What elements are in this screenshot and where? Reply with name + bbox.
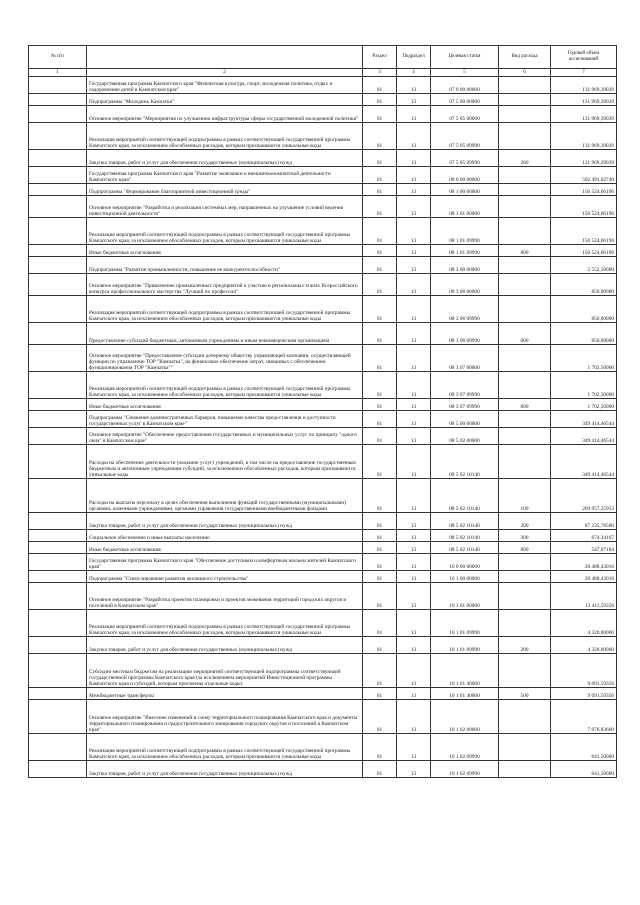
budget-table <box>28 45 617 778</box>
row-section-cell: 01 <box>363 184 397 196</box>
row-target-article-cell: 07 0 00 00000 <box>431 77 499 94</box>
table-row <box>29 323 617 345</box>
row-target-article-cell: 08 1 00 00000 <box>431 184 499 196</box>
row-subsection-cell: 13 <box>397 196 431 218</box>
row-expense-type-cell <box>499 167 551 184</box>
row-number-cell <box>29 513 87 530</box>
column-number: 2 <box>87 69 363 77</box>
row-number-cell <box>29 184 87 196</box>
table-row <box>29 530 617 542</box>
row-amount-cell: 547,07104 <box>551 542 617 554</box>
table-row <box>29 245 617 257</box>
row-section-cell: 01 <box>363 610 397 637</box>
table-row <box>29 734 617 761</box>
row-number-cell <box>29 167 87 184</box>
table-row <box>29 94 617 106</box>
row-number-cell <box>29 399 87 411</box>
row-section-cell: 01 <box>363 94 397 106</box>
row-section-cell: 01 <box>363 399 397 411</box>
row-number-cell <box>29 542 87 554</box>
row-number-cell <box>29 428 87 445</box>
row-subsection-cell: 13 <box>397 274 431 296</box>
row-expense-type-cell <box>499 554 551 571</box>
row-section-cell: 01 <box>363 761 397 778</box>
table-row <box>29 274 617 296</box>
row-expense-type-cell <box>499 123 551 150</box>
table-row <box>29 411 617 428</box>
row-section-cell: 01 <box>363 688 397 700</box>
row-number-cell <box>29 196 87 218</box>
table-row <box>29 637 617 654</box>
row-amount-cell: 13 411,59356 <box>551 583 617 610</box>
row-subsection-cell: 13 <box>397 345 431 372</box>
row-expense-type-cell: 200 <box>499 150 551 167</box>
row-section-cell: 01 <box>363 123 397 150</box>
row-name-cell: Реализация мероприятий соответствующей подпрограммы в рамках соответствующей государственной программы Камчатского края, за исключением обособленных расходов, которым присваиваются уникальные коды <box>87 372 363 399</box>
row-section-cell: 01 <box>363 196 397 218</box>
column-number: 3 <box>363 69 397 77</box>
row-expense-type-cell <box>499 761 551 778</box>
row-amount-cell: 4 320,00000 <box>551 637 617 654</box>
row-subsection-cell: 13 <box>397 583 431 610</box>
row-target-article-cell: 08 5 02 10140 <box>431 542 499 554</box>
row-name-cell: Закупка товаров, работ и услуг для обеспечения государственных (муниципальных) нужд <box>87 637 363 654</box>
header-row <box>29 46 617 69</box>
col-annual-amount-header: Годовой объем ассигнований <box>551 46 617 69</box>
row-name-cell: Подпрограмма "Формирование благоприятной инвестиционной среды" <box>87 184 363 196</box>
row-name-cell: Подпрограмма "Снижение административных барьеров, повышение качества предоставления и доступности государственных услуг в Камчатском крае" <box>87 411 363 428</box>
row-amount-cell: 7 076,83660 <box>551 700 617 734</box>
row-name-cell: Основное мероприятие "Разработка проектов планировки и проектов межевания территорий городских округов и поселений в Камчатском крае" <box>87 583 363 610</box>
column-number: 4 <box>397 69 431 77</box>
row-name-cell: Основное мероприятие "Предоставление субсидии дочернему обществу управляющей компании, осуществляющей функции по управлению ТОР "Камчатка", на финансовое обеспечение затрат, связанных с обеспечением функционирования ТОР "Камчатка"" <box>87 345 363 372</box>
row-expense-type-cell <box>499 345 551 372</box>
row-subsection-cell: 13 <box>397 245 431 257</box>
row-number-cell <box>29 94 87 106</box>
row-subsection-cell: 13 <box>397 445 431 479</box>
row-section-cell: 01 <box>363 542 397 554</box>
row-name-cell: Реализация мероприятий соответствующей подпрограммы в рамках соответствующей государственной программы Камчатского края, за исключением обособленных расходов, которым присваиваются уникальные коды <box>87 296 363 323</box>
row-name-cell: Основное мероприятие "Разработка и реализация системных мер, направленных на улучшение условий ведения инвестиционной деятельности" <box>87 196 363 218</box>
row-name-cell: Расходы на обеспечение деятельности (оказание услуг) учреждений, в том числе на предоставление государственным бюджетным и автономным учреждениям субсидий, за исключением обособленных расходов, которым присваиваются уникальные коды <box>87 445 363 479</box>
row-number-cell <box>29 700 87 734</box>
row-number-cell <box>29 530 87 542</box>
row-amount-cell: 4 320,00000 <box>551 610 617 637</box>
row-number-cell <box>29 479 87 513</box>
row-amount-cell: 641,50000 <box>551 761 617 778</box>
row-target-article-cell: 10 1 01 00000 <box>431 583 499 610</box>
row-name-cell: Государственная программа Камчатского края "Физическая культура, спорт, молодежная политика, отдых и оздоровление детей в Камчатском крае" <box>87 77 363 94</box>
row-subsection-cell: 13 <box>397 700 431 734</box>
row-name-cell: Субсидии местным бюджетам на реализацию мероприятий соответствующей подпрограммы соответствующей государственной программы Камчатского края (за исключением мероприятий Инвестиционной программы Камчатского края и субсидий, которым присвоены отдельные коды) <box>87 654 363 688</box>
row-subsection-cell: 13 <box>397 479 431 513</box>
table-row <box>29 479 617 513</box>
table-row <box>29 106 617 123</box>
row-expense-type-cell <box>499 274 551 296</box>
row-subsection-cell: 13 <box>397 77 431 94</box>
row-name-cell: Государственная программа Камчатского края "Обеспечение доступным и комфортным жильем жителей Камчатского края" <box>87 554 363 571</box>
col-subsection-header: Подраздел <box>397 46 431 69</box>
row-target-article-cell: 08 3 06 00000 <box>431 274 499 296</box>
row-section-cell: 01 <box>363 479 397 513</box>
row-expense-type-cell <box>499 571 551 583</box>
table-row <box>29 554 617 571</box>
row-number-cell <box>29 106 87 123</box>
table-row <box>29 700 617 734</box>
row-amount-cell: 131 969,39039 <box>551 106 617 123</box>
row-subsection-cell: 13 <box>397 411 431 428</box>
row-target-article-cell: 08 3 07 09990 <box>431 372 499 399</box>
row-target-article-cell: 08 3 06 09990 <box>431 323 499 345</box>
row-section-cell: 01 <box>363 296 397 323</box>
row-name-cell: Иные бюджетные ассигнования <box>87 542 363 554</box>
row-amount-cell: 131 969,39039 <box>551 123 617 150</box>
row-subsection-cell: 13 <box>397 372 431 399</box>
col-name-header <box>87 46 363 69</box>
row-expense-type-cell <box>499 428 551 445</box>
row-section-cell: 01 <box>363 654 397 688</box>
row-target-article-cell: 07 5 05 09990 <box>431 123 499 150</box>
table-row <box>29 77 617 94</box>
row-name-cell: Реализация мероприятий соответствующей подпрограммы в рамках соответствующей государственной программы Камчатского края, за исключением обособленных расходов, которым присваиваются уникальные коды <box>87 734 363 761</box>
table-body <box>29 77 617 778</box>
row-number-cell <box>29 571 87 583</box>
row-number-cell <box>29 734 87 761</box>
row-section-cell: 01 <box>363 106 397 123</box>
row-name-cell: Реализация мероприятий соответствующей подпрограммы в рамках соответствующей государственной программы Камчатского края, за исключением обособленных расходов, которым присваиваются уникальные коды <box>87 123 363 150</box>
row-amount-cell: 1 702,50000 <box>551 372 617 399</box>
row-target-article-cell: 08 5 02 10140 <box>431 530 499 542</box>
table-row <box>29 257 617 274</box>
row-name-cell: Государственная программа Камчатского края "Развитие экономики и внешнеэкономической деятельности Камчатского края" <box>87 167 363 184</box>
row-name-cell: Подпрограмма "Стимулирование развития жилищного строительства" <box>87 571 363 583</box>
row-subsection-cell: 13 <box>397 167 431 184</box>
row-number-cell <box>29 583 87 610</box>
row-expense-type-cell <box>499 734 551 761</box>
row-name-cell: Подпрограмма "Молодежь Камчатки" <box>87 94 363 106</box>
table-row <box>29 761 617 778</box>
row-number-cell <box>29 610 87 637</box>
row-section-cell: 01 <box>363 571 397 583</box>
row-amount-cell: 9 091,59356 <box>551 654 617 688</box>
row-amount-cell: 269 957,25953 <box>551 479 617 513</box>
row-target-article-cell: 08 5 02 10140 <box>431 513 499 530</box>
row-target-article-cell: 10 1 01 09990 <box>431 637 499 654</box>
row-name-cell: Основное мероприятие "Обеспечение предоставления государственных и муниципальных услуг по принципу "одного окна" в Камчатском крае" <box>87 428 363 445</box>
row-subsection-cell: 13 <box>397 761 431 778</box>
row-name-cell: Закупка товаров, работ и услуг для обеспечения государственных (муниципальных) нужд <box>87 761 363 778</box>
table-row <box>29 345 617 372</box>
row-amount-cell: 131 969,39039 <box>551 94 617 106</box>
row-expense-type-cell <box>499 196 551 218</box>
row-subsection-cell: 13 <box>397 610 431 637</box>
row-section-cell: 01 <box>363 734 397 761</box>
row-section-cell: 01 <box>363 245 397 257</box>
row-expense-type-cell <box>499 411 551 428</box>
row-target-article-cell: 08 5 02 10140 <box>431 479 499 513</box>
row-target-article-cell: 08 3 06 09990 <box>431 296 499 323</box>
row-amount-cell: 850,00000 <box>551 274 617 296</box>
row-number-cell <box>29 257 87 274</box>
row-subsection-cell: 13 <box>397 323 431 345</box>
row-section-cell: 01 <box>363 411 397 428</box>
col-number-header: № п/п <box>29 46 87 69</box>
row-number-cell <box>29 637 87 654</box>
table-row <box>29 218 617 245</box>
table-row <box>29 583 617 610</box>
row-expense-type-cell <box>499 583 551 610</box>
row-section-cell: 01 <box>363 323 397 345</box>
row-target-article-cell: 08 3 07 09990 <box>431 399 499 411</box>
row-name-cell: Иные бюджетные ассигнования <box>87 399 363 411</box>
row-name-cell: Основное мероприятие "Мероприятия по улучшению инфраструктуры сферы государственной молодежной политики" <box>87 106 363 123</box>
row-number-cell <box>29 554 87 571</box>
column-number: 6 <box>499 69 551 77</box>
row-target-article-cell: 08 0 00 00000 <box>431 167 499 184</box>
row-expense-type-cell <box>499 610 551 637</box>
row-subsection-cell: 13 <box>397 257 431 274</box>
row-number-cell <box>29 372 87 399</box>
row-target-article-cell: 08 1 01 00000 <box>431 196 499 218</box>
row-target-article-cell: 10 1 00 00000 <box>431 571 499 583</box>
row-section-cell: 01 <box>363 530 397 542</box>
row-section-cell: 01 <box>363 700 397 734</box>
row-amount-cell: 2 552,50000 <box>551 257 617 274</box>
row-target-article-cell: 10 1 02 09990 <box>431 761 499 778</box>
row-name-cell: Закупка товаров, работ и услуг для обеспечения государственных (муниципальных) нужд <box>87 150 363 167</box>
row-section-cell: 01 <box>363 77 397 94</box>
row-expense-type-cell <box>499 372 551 399</box>
row-number-cell <box>29 274 87 296</box>
row-expense-type-cell: 300 <box>499 530 551 542</box>
row-number-cell <box>29 688 87 700</box>
row-subsection-cell: 13 <box>397 106 431 123</box>
row-section-cell: 01 <box>363 637 397 654</box>
row-name-cell: Предоставление субсидий бюджетным, автономным учреждениям и иным некоммерческим организациям <box>87 323 363 345</box>
table-row <box>29 571 617 583</box>
row-expense-type-cell <box>499 77 551 94</box>
row-number-cell <box>29 245 87 257</box>
row-target-article-cell: 10 1 01 40060 <box>431 654 499 688</box>
row-subsection-cell: 13 <box>397 150 431 167</box>
row-amount-cell: 850,00000 <box>551 296 617 323</box>
col-target-article-header: Целевая статья <box>431 46 499 69</box>
row-subsection-cell: 13 <box>397 94 431 106</box>
column-number: 1 <box>29 69 87 77</box>
row-section-cell: 01 <box>363 372 397 399</box>
row-amount-cell: 9 091,59356 <box>551 688 617 700</box>
row-name-cell: Расходы на выплаты персоналу в целях обеспечения выполнения функций государственными (муниципальными) органами, казенными учреждениями, органами управления государственными внебюджетными фондами <box>87 479 363 513</box>
row-number-cell <box>29 218 87 245</box>
table-row <box>29 296 617 323</box>
row-subsection-cell: 13 <box>397 637 431 654</box>
row-name-cell: Межбюджетные трансферты <box>87 688 363 700</box>
row-section-cell: 01 <box>363 583 397 610</box>
table-row <box>29 372 617 399</box>
row-amount-cell: 87 235,78580 <box>551 513 617 530</box>
table-row <box>29 610 617 637</box>
row-number-cell <box>29 150 87 167</box>
row-name-cell: Реализация мероприятий соответствующей подпрограммы в рамках соответствующей государственной программы Камчатского края, за исключением обособленных расходов, которым присваиваются уникальные коды <box>87 610 363 637</box>
row-section-cell: 01 <box>363 274 397 296</box>
row-subsection-cell: 13 <box>397 428 431 445</box>
row-expense-type-cell: 600 <box>499 323 551 345</box>
row-expense-type-cell: 800 <box>499 542 551 554</box>
row-expense-type-cell <box>499 94 551 106</box>
row-subsection-cell: 13 <box>397 542 431 554</box>
row-target-article-cell: 07 5 00 00000 <box>431 94 499 106</box>
row-subsection-cell: 13 <box>397 399 431 411</box>
row-subsection-cell: 13 <box>397 554 431 571</box>
row-section-cell: 01 <box>363 218 397 245</box>
row-subsection-cell: 13 <box>397 184 431 196</box>
table-row <box>29 196 617 218</box>
row-number-cell <box>29 445 87 479</box>
row-target-article-cell: 08 3 07 00000 <box>431 345 499 372</box>
row-section-cell: 01 <box>363 554 397 571</box>
row-target-article-cell: 10 1 01 09990 <box>431 610 499 637</box>
table-row <box>29 150 617 167</box>
row-subsection-cell: 13 <box>397 654 431 688</box>
column-number: 7 <box>551 69 617 77</box>
row-amount-cell: 150 524,66196 <box>551 218 617 245</box>
column-numbers-row <box>29 69 617 77</box>
row-subsection-cell: 13 <box>397 688 431 700</box>
table-row <box>29 428 617 445</box>
row-amount-cell: 349 414,46544 <box>551 445 617 479</box>
row-name-cell: Иные бюджетные ассигнования <box>87 245 363 257</box>
table-row <box>29 167 617 184</box>
row-target-article-cell: 08 3 00 00000 <box>431 257 499 274</box>
row-section-cell: 01 <box>363 257 397 274</box>
row-target-article-cell: 07 5 05 00000 <box>431 106 499 123</box>
row-expense-type-cell <box>499 106 551 123</box>
row-amount-cell: 131 969,39039 <box>551 77 617 94</box>
row-expense-type-cell <box>499 296 551 323</box>
row-section-cell: 01 <box>363 513 397 530</box>
row-target-article-cell: 08 1 01 09990 <box>431 218 499 245</box>
row-subsection-cell: 13 <box>397 734 431 761</box>
row-amount-cell: 349 414,46544 <box>551 411 617 428</box>
row-section-cell: 01 <box>363 445 397 479</box>
row-amount-cell: 674,34167 <box>551 530 617 542</box>
table-row <box>29 654 617 688</box>
row-expense-type-cell <box>499 257 551 274</box>
row-target-article-cell: 08 5 02 10140 <box>431 445 499 479</box>
row-amount-cell: 150 524,66196 <box>551 245 617 257</box>
column-number: 5 <box>431 69 499 77</box>
row-expense-type-cell <box>499 218 551 245</box>
row-expense-type-cell <box>499 184 551 196</box>
table-row <box>29 542 617 554</box>
table-row <box>29 513 617 530</box>
col-section-header: Раздел <box>363 46 397 69</box>
row-section-cell: 01 <box>363 345 397 372</box>
row-number-cell <box>29 411 87 428</box>
row-amount-cell: 20 488,43016 <box>551 554 617 571</box>
row-target-article-cell: 08 1 01 09990 <box>431 245 499 257</box>
row-name-cell: Подпрограмма "Развитие промышленности, повышение ее конкурентоспособности" <box>87 257 363 274</box>
table-row <box>29 445 617 479</box>
row-subsection-cell: 13 <box>397 571 431 583</box>
row-target-article-cell: 10 0 00 00000 <box>431 554 499 571</box>
row-target-article-cell: 07 5 05 09990 <box>431 150 499 167</box>
row-subsection-cell: 13 <box>397 218 431 245</box>
row-subsection-cell: 13 <box>397 296 431 323</box>
row-target-article-cell: 08 5 00 00000 <box>431 411 499 428</box>
row-name-cell: Основное мероприятие "Внесение изменений в схему территориального планирования Камчатского края и документы территориального планирования и градостроительного зонирования городских округов и поселений в Камчатском крае" <box>87 700 363 734</box>
row-target-article-cell: 10 1 02 00000 <box>431 700 499 734</box>
row-amount-cell: 349 414,46544 <box>551 428 617 445</box>
row-section-cell: 01 <box>363 167 397 184</box>
row-amount-cell: 150 524,66196 <box>551 196 617 218</box>
row-name-cell: Реализация мероприятий соответствующей подпрограммы в рамках соответствующей государственной программы Камчатского края, за исключением обособленных расходов, которым присваиваются уникальные коды <box>87 218 363 245</box>
row-section-cell: 01 <box>363 428 397 445</box>
row-amount-cell: 20 488,43016 <box>551 571 617 583</box>
table-row <box>29 184 617 196</box>
row-section-cell: 01 <box>363 150 397 167</box>
row-expense-type-cell: 100 <box>499 479 551 513</box>
row-amount-cell: 131 969,39039 <box>551 150 617 167</box>
row-target-article-cell: 10 1 02 09990 <box>431 734 499 761</box>
row-expense-type-cell <box>499 700 551 734</box>
row-expense-type-cell: 500 <box>499 688 551 700</box>
row-name-cell: Социальное обеспечение и иные выплаты населению <box>87 530 363 542</box>
row-number-cell <box>29 123 87 150</box>
row-amount-cell: 850,00000 <box>551 323 617 345</box>
row-number-cell <box>29 323 87 345</box>
row-name-cell: Основное мероприятие "Привлечение промышленных предприятий к участию в региональных этапах Всероссийского конкурса профессионального мастерства "Лучший по профессии" <box>87 274 363 296</box>
row-amount-cell: 641,50000 <box>551 734 617 761</box>
row-amount-cell: 1 702,50000 <box>551 399 617 411</box>
row-expense-type-cell <box>499 654 551 688</box>
row-number-cell <box>29 77 87 94</box>
row-target-article-cell: 10 1 01 40060 <box>431 688 499 700</box>
row-expense-type-cell: 200 <box>499 637 551 654</box>
row-subsection-cell: 13 <box>397 513 431 530</box>
row-number-cell <box>29 345 87 372</box>
row-name-cell: Закупка товаров, работ и услуг для обеспечения государственных (муниципальных) нужд <box>87 513 363 530</box>
row-expense-type-cell: 200 <box>499 513 551 530</box>
row-expense-type-cell <box>499 445 551 479</box>
table-row <box>29 123 617 150</box>
row-number-cell <box>29 296 87 323</box>
row-target-article-cell: 08 5 02 00000 <box>431 428 499 445</box>
col-expense-type-header: Вид расхода <box>499 46 551 69</box>
row-number-cell <box>29 654 87 688</box>
row-expense-type-cell: 800 <box>499 399 551 411</box>
table-row <box>29 399 617 411</box>
row-amount-cell: 502 491,62740 <box>551 167 617 184</box>
row-subsection-cell: 13 <box>397 530 431 542</box>
row-number-cell <box>29 761 87 778</box>
row-expense-type-cell: 800 <box>499 245 551 257</box>
row-amount-cell: 150 524,66196 <box>551 184 617 196</box>
row-amount-cell: 1 702,50000 <box>551 345 617 372</box>
table-row <box>29 688 617 700</box>
row-subsection-cell: 13 <box>397 123 431 150</box>
